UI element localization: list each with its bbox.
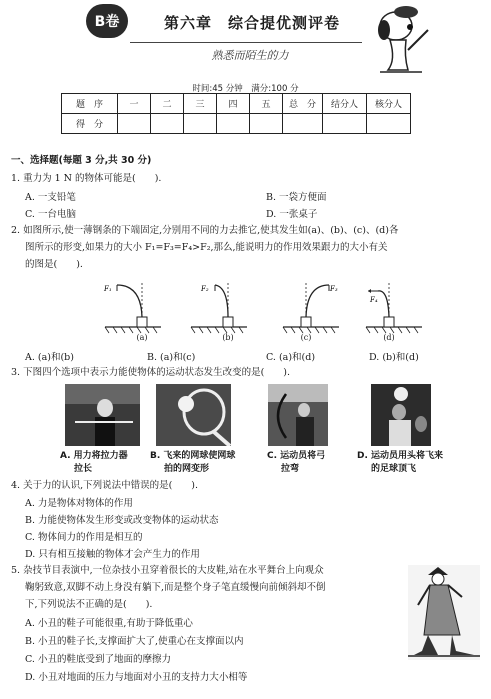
q4-option-d: D. 只有相互接触的物体才会产生力的作用 xyxy=(25,549,200,560)
score-table xyxy=(61,93,411,134)
table-cell: 二 xyxy=(151,94,184,114)
q1-option-c: C. 一台电脑 xyxy=(25,209,76,220)
table-cell: 三 xyxy=(184,94,217,114)
figure-d-label: (d) xyxy=(383,333,395,342)
volume-badge: B卷 xyxy=(86,4,128,38)
q3-caption-c: C. 运动员将弓 拉弯 xyxy=(267,451,326,474)
score-blank[interactable] xyxy=(184,114,217,134)
page-subtitle: 熟悉而陌生的力 xyxy=(211,49,289,62)
clown-illustration-icon xyxy=(408,565,480,660)
q3-caption-b: B. 飞来的网球使网球 拍的网变形 xyxy=(150,451,236,474)
photo-a-expander xyxy=(65,384,140,446)
q3-caption-a: A. 用力将拉力器 拉长 xyxy=(60,451,128,474)
q2-option-b: B. (a)和(c) xyxy=(147,352,196,363)
question-2-line3: 的图是( ). xyxy=(25,259,83,270)
table-cell: 五 xyxy=(250,94,283,114)
q4-option-c: C. 物体间力的作用是相互的 xyxy=(25,532,143,543)
figure-b-label: (b) xyxy=(222,333,234,342)
table-cell: 题 序 xyxy=(62,94,118,114)
photo-c-archer xyxy=(268,384,328,446)
table-row xyxy=(62,94,411,114)
force-label-f4: F₄ xyxy=(370,296,378,304)
score-blank[interactable] xyxy=(367,114,411,134)
q2-option-a: A. (a)和(b) xyxy=(25,352,74,363)
question-1-stem: 1. 重力为 1 N 的物体可能是( ). xyxy=(11,173,162,184)
force-label-f2: F₂ xyxy=(201,285,209,293)
q1-option-d: D. 一张桌子 xyxy=(266,209,318,220)
table-cell: 四 xyxy=(217,94,250,114)
score-blank[interactable] xyxy=(250,114,283,134)
page-header xyxy=(0,0,491,80)
question-5-line1: 5. 杂技节目表演中,一位杂技小丑穿着很长的大皮鞋,站在水平舞台上向观众 xyxy=(11,565,324,576)
figure-a-label: (a) xyxy=(136,333,148,342)
figure-b xyxy=(189,277,249,337)
photo-d-soccer-header xyxy=(371,384,431,446)
table-cell: 得 分 xyxy=(62,114,118,134)
force-label-f3: F₃ xyxy=(330,285,338,293)
question-5-line3: 下,下列说法不正确的是( ). xyxy=(25,599,153,610)
snoopy-mascot-icon xyxy=(360,0,440,78)
title-divider xyxy=(130,42,362,43)
exam-meta: 时间:45 分钟 满分:100 分 xyxy=(192,84,299,94)
question-2-line2: 图所示的形变,如果力的大小 F₁=F₃=F₄>F₂,那么,能说明力的作用效果跟力的大小有关 xyxy=(25,242,388,253)
figure-d xyxy=(364,277,424,337)
q2-option-d: D. (b)和(d) xyxy=(369,352,419,363)
q3-caption-d: D. 运动员用头将飞来 的足球顶飞 xyxy=(357,451,444,474)
question-2-line1: 2. 如图所示,使一薄钢条的下端固定,分别用不同的力去推它,使其发生如(a)、(b)、(c)、(d)各 xyxy=(11,225,399,236)
force-label-f1: F₁ xyxy=(104,285,112,293)
table-cell: 总 分 xyxy=(283,94,323,114)
table-cell: 核分人 xyxy=(367,94,411,114)
q4-option-a: A. 力是物体对物体的作用 xyxy=(25,498,133,509)
q4-option-b: B. 力能使物体发生形变或改变物体的运动状态 xyxy=(25,515,219,526)
question-5-line2: 鞠躬致意,双脚不动上身没有躺下,而是整个身子笔直缓慢向前倾斜却不倒 xyxy=(25,582,326,593)
score-blank[interactable] xyxy=(151,114,184,134)
q1-option-a: A. 一支铅笔 xyxy=(25,192,76,203)
figure-c xyxy=(281,277,341,337)
q5-option-a: A. 小丑的鞋子可能很重,有助于降低重心 xyxy=(25,618,193,629)
score-blank[interactable] xyxy=(118,114,151,134)
score-blank[interactable] xyxy=(283,114,323,134)
table-row xyxy=(62,114,411,134)
q2-option-c: C. (a)和(d) xyxy=(266,352,316,363)
score-blank[interactable] xyxy=(323,114,367,134)
q1-option-b: B. 一袋方便面 xyxy=(266,192,327,203)
score-blank[interactable] xyxy=(217,114,250,134)
q5-option-b: B. 小丑的鞋子长,支撑面扩大了,使重心在支撑面以内 xyxy=(25,636,244,647)
table-cell: 结分人 xyxy=(323,94,367,114)
page-title: 第六章 综合提优测评卷 xyxy=(163,14,340,32)
question-4-stem: 4. 关于力的认识,下列说法中错误的是( ). xyxy=(11,480,199,491)
table-cell: 一 xyxy=(118,94,151,114)
figure-a xyxy=(103,277,163,337)
figure-c-label: (c) xyxy=(300,333,312,342)
q5-option-d: D. 小丑对地面的压力与地面对小丑的支持力大小相等 xyxy=(25,672,248,683)
section-title: 一、选择题(每题 3 分,共 30 分) xyxy=(11,155,152,166)
photo-b-tennis-racket xyxy=(156,384,231,446)
question-3-stem: 3. 下图四个选项中表示力能使物体的运动状态发生改变的是( ). xyxy=(11,367,291,378)
q5-option-c: C. 小丑的鞋底受到了地面的摩擦力 xyxy=(25,654,171,665)
